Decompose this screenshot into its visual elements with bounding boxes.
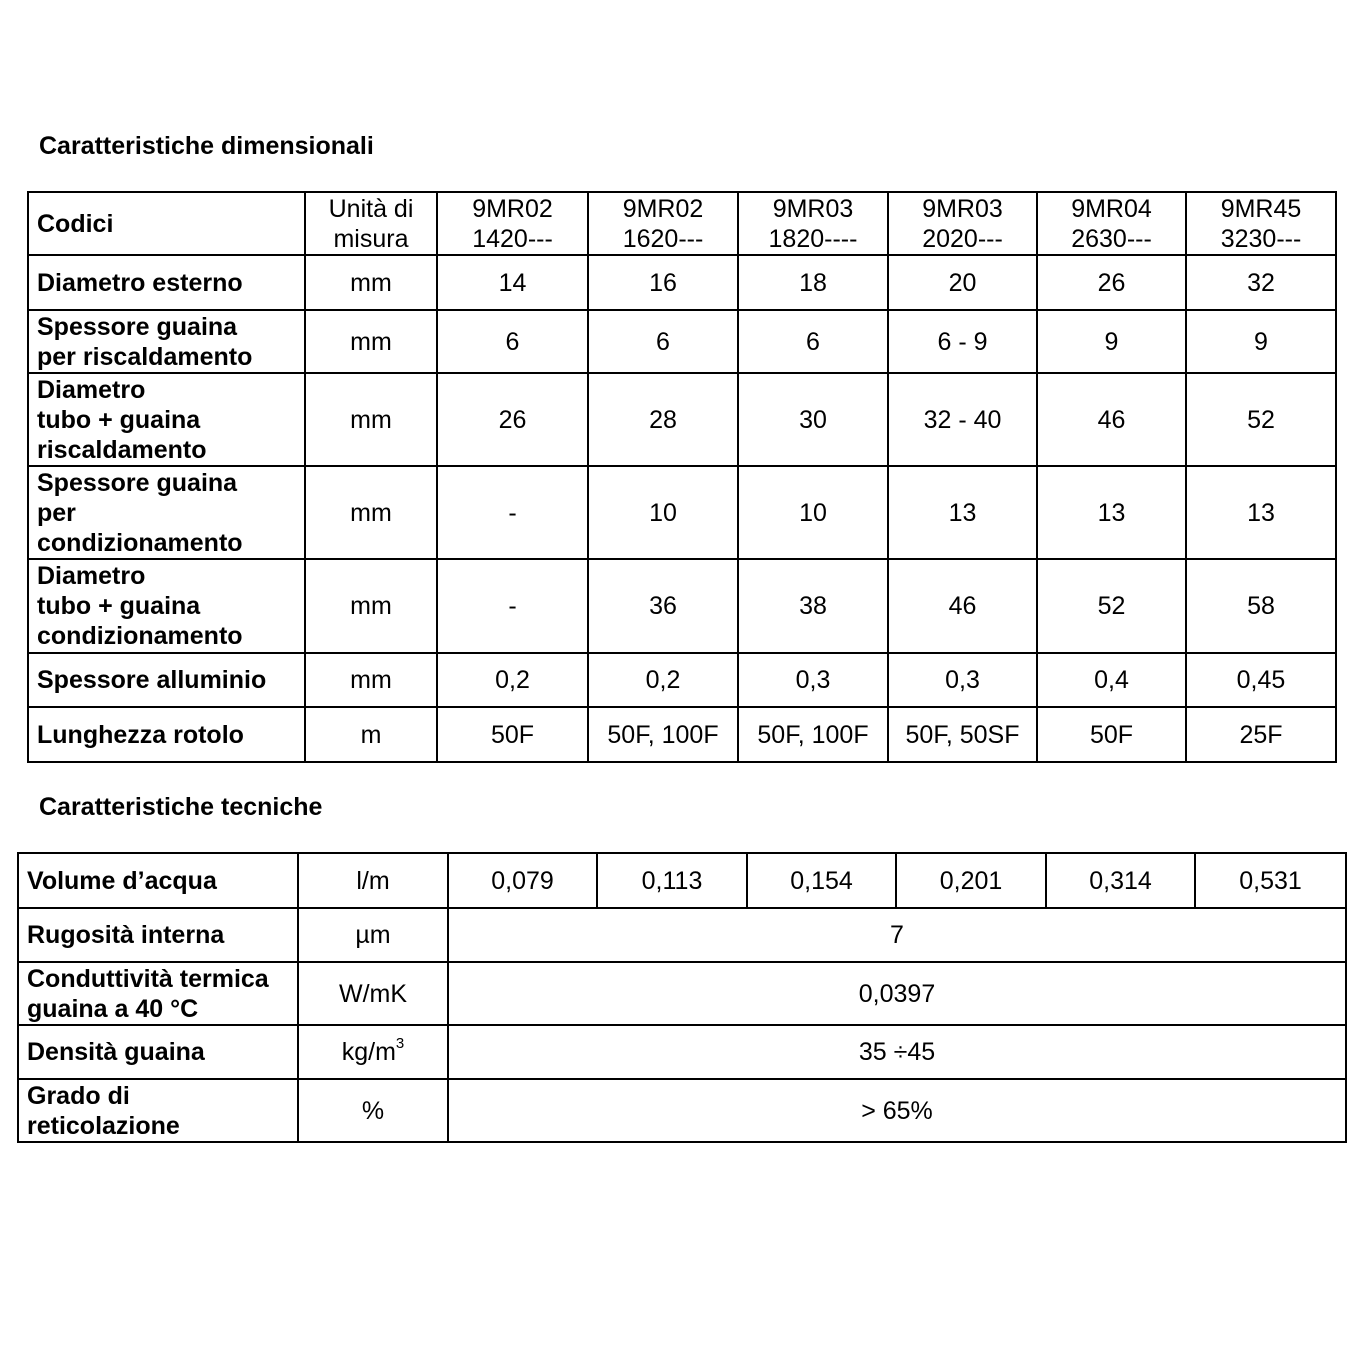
row-unit: µm [298,908,448,962]
cell-value: 9 [1037,310,1186,373]
cell-value: 52 [1037,559,1186,653]
merged-value: > 65% [448,1079,1346,1142]
cell-value: 30 [738,373,888,466]
cell-value: 0,531 [1195,853,1346,908]
header-code: 9MR03 2020--- [888,192,1037,255]
cell-value: 50F, 100F [588,707,738,762]
table-row [18,1079,1346,1142]
cell-value: 20 [888,255,1037,310]
table-row [28,653,1336,707]
cell-value: 14 [437,255,588,310]
cell-value: 9 [1186,310,1336,373]
cell-value: 0,4 [1037,653,1186,707]
cell-value: 6 [738,310,888,373]
cell-value: 28 [588,373,738,466]
cell-value: 0,079 [448,853,597,908]
cell-value: 50F [437,707,588,762]
cell-value: 13 [1186,466,1336,559]
cell-value: 32 - 40 [888,373,1037,466]
cell-value: - [437,466,588,559]
cell-value: 0,45 [1186,653,1336,707]
row-unit: W/mK [298,962,448,1025]
row-label: Diametro tubo + guaina condizionamento [28,559,305,653]
cell-value: 36 [588,559,738,653]
row-unit: mm [305,653,437,707]
cell-value: 38 [738,559,888,653]
cell-value: 18 [738,255,888,310]
table-row [18,853,1346,908]
cell-value: 6 - 9 [888,310,1037,373]
row-label: Volume d’acqua [18,853,298,908]
header-code: 9MR02 1620--- [588,192,738,255]
row-label: Grado di reticolazione [18,1079,298,1142]
cell-value: 13 [1037,466,1186,559]
cell-value: 50F [1037,707,1186,762]
table-row [28,466,1336,559]
merged-value: 35 ÷45 [448,1025,1346,1079]
table-row [28,310,1336,373]
row-unit: mm [305,373,437,466]
table-row [28,255,1336,310]
cell-value: 6 [588,310,738,373]
header-code: 9MR03 1820---- [738,192,888,255]
cell-value: 10 [738,466,888,559]
row-label: Rugosità interna [18,908,298,962]
header-codes-label: Codici [28,192,305,255]
table-row [28,559,1336,653]
row-label: Spessore alluminio [28,653,305,707]
table-row [28,373,1336,466]
technical-section-title: Caratteristiche tecniche [39,793,323,821]
row-unit: mm [305,310,437,373]
row-label: Spessore guaina per condizionamento [28,466,305,559]
header-code: 9MR45 3230--- [1186,192,1336,255]
row-label: Diametro esterno [28,255,305,310]
cell-value: 0,154 [747,853,896,908]
table-row [18,962,1346,1025]
dimensional-table [27,191,1337,763]
cell-value: 46 [888,559,1037,653]
header-code: 9MR04 2630--- [1037,192,1186,255]
cell-value: 25F [1186,707,1336,762]
header-unit-label: Unità di misura [305,192,437,255]
merged-value: 7 [448,908,1346,962]
cell-value: 0,3 [738,653,888,707]
cell-value: 32 [1186,255,1336,310]
table-row [18,1025,1346,1079]
header-code: 9MR02 1420--- [437,192,588,255]
dimensional-section-title: Caratteristiche dimensionali [39,132,374,160]
cell-value: 0,2 [588,653,738,707]
cell-value: 13 [888,466,1037,559]
row-label: Conduttività termica guaina a 40 °C [18,962,298,1025]
cell-value: 10 [588,466,738,559]
unit-exponent: 3 [395,1035,405,1052]
cell-value: - [437,559,588,653]
row-unit: mm [305,559,437,653]
cell-value: 58 [1186,559,1336,653]
table-row [18,908,1346,962]
cell-value: 0,113 [597,853,747,908]
row-label: Densità guaina [18,1025,298,1079]
cell-value: 0,3 [888,653,1037,707]
cell-value: 50F, 50SF [888,707,1037,762]
row-unit: mm [305,255,437,310]
row-unit: mm [305,466,437,559]
merged-value: 0,0397 [448,962,1346,1025]
cell-value: 0,2 [437,653,588,707]
row-unit: % [298,1079,448,1142]
cell-value: 46 [1037,373,1186,466]
row-unit [298,1025,448,1079]
cell-value: 16 [588,255,738,310]
row-unit: l/m [298,853,448,908]
technical-table [17,852,1347,1143]
row-label: Spessore guaina per riscaldamento [28,310,305,373]
cell-value: 50F, 100F [738,707,888,762]
table-header-row [28,192,1336,255]
cell-value: 0,201 [896,853,1046,908]
row-unit: m [305,707,437,762]
row-label: Diametro tubo + guaina riscaldamento [28,373,305,466]
cell-value: 26 [1037,255,1186,310]
cell-value: 52 [1186,373,1336,466]
cell-value: 6 [437,310,588,373]
cell-value: 26 [437,373,588,466]
cell-value: 0,314 [1046,853,1195,908]
unit-base: kg/m [341,1038,396,1066]
row-label: Lunghezza rotolo [28,707,305,762]
table-row [28,707,1336,762]
